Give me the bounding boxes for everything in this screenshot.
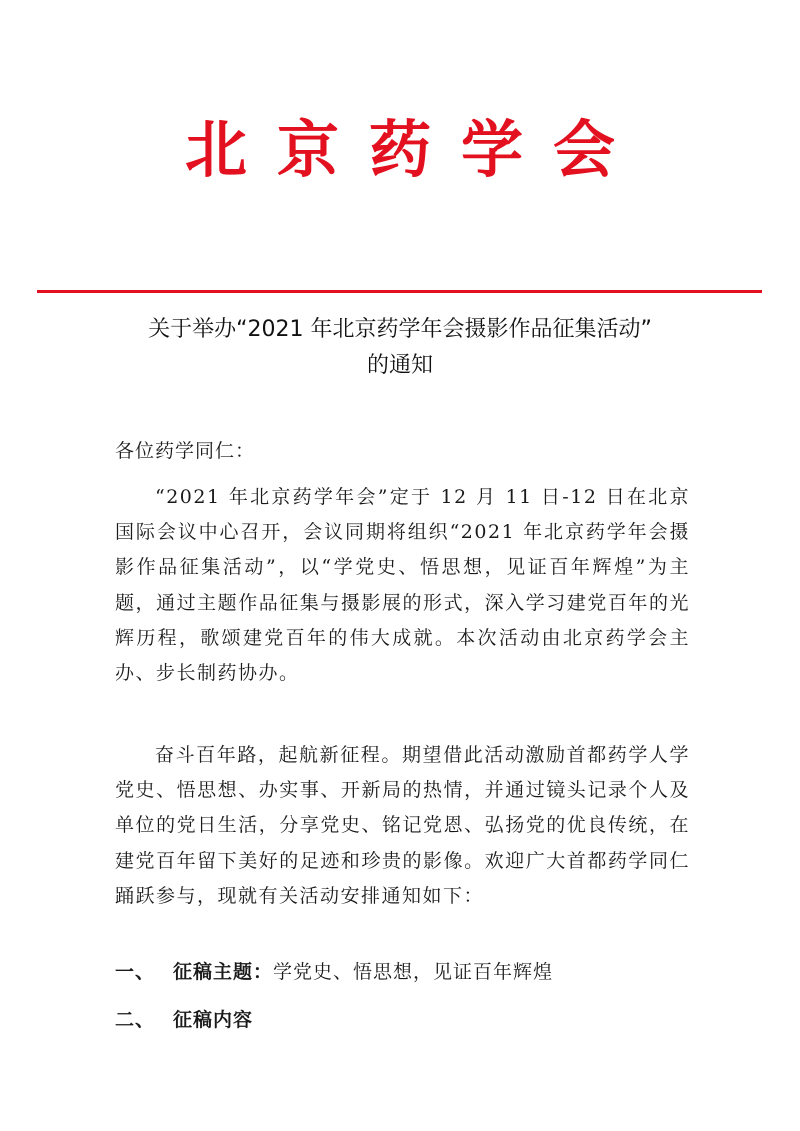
masthead-title: 北京药学会 — [184, 113, 645, 186]
salutation: 各位药学同仁： — [115, 440, 256, 462]
document-title — [60, 312, 740, 384]
document-title-line-2: 的通知 — [366, 353, 433, 378]
section-label: 征稿内容 — [173, 1009, 254, 1031]
document-title-line-1: 关于举办“2021 年北京药学年会摄影作品征集活动” — [148, 317, 652, 342]
section-label: 征稿主题： — [173, 961, 274, 983]
body-paragraph-1: “2021 年北京药学年会”定于 12 月 11 日-12 日在北京国际会议中心召开，会议同期将组织“2021 年北京药学年会摄影作品征集活动”，以“学党史、悟思想，见证百年辉煌”为主题，通过主题作品征集与摄影展的形式，深入学习建党百年的光辉历程，歌颂建党百年的伟大成就。本次活动由北京药学会主办、步长制药协办。 — [115, 486, 690, 685]
body-paragraph-2: 奋斗百年路，起航新征程。期望借此活动激励首都药学人学党史、悟思想、办实事、开新局的热情，并通过镜头记录个人及单位的党日生活，分享党史、铭记党恩、弘扬党的优良传统，在建党百年留下美好的足迹和珍贵的影像。欢迎广大首都药学同仁踊跃参与，现就有关活动安排通知如下： — [115, 744, 690, 907]
section-number: 一、 — [115, 961, 156, 983]
section-heading-1 — [115, 956, 553, 988]
section-heading-2 — [115, 1004, 253, 1036]
section-number: 二、 — [115, 1009, 156, 1031]
section-text: 学党史、悟思想，见证百年辉煌 — [273, 961, 554, 983]
masthead-divider — [37, 290, 762, 293]
